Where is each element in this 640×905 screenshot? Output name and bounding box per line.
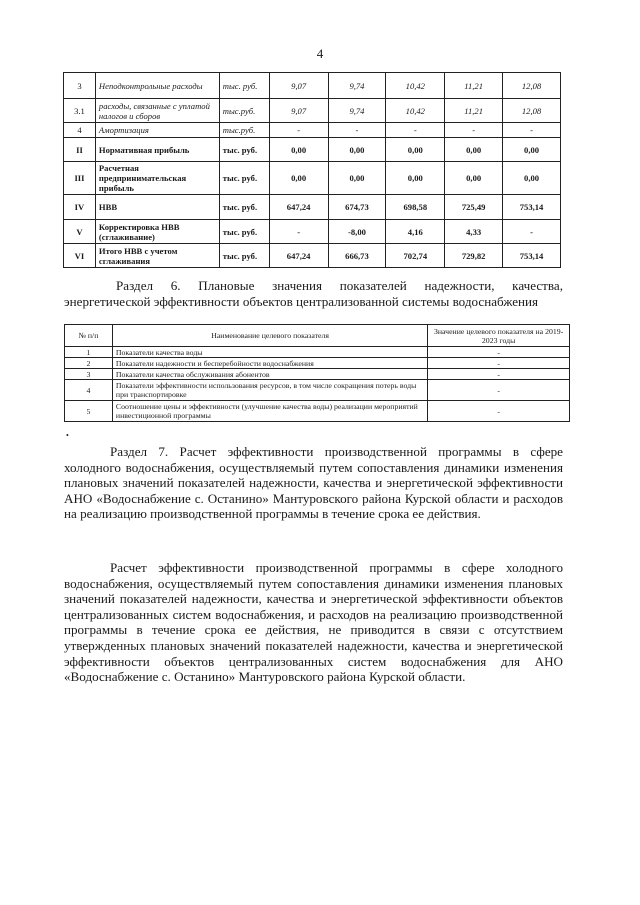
section6-heading: Раздел 6. Плановые значения показателей надежности, качества, энергетической эффективности объектов централизованной системы водоснабжения [64, 278, 563, 309]
row-value: 9,74 [328, 99, 386, 123]
row-number: 3 [64, 73, 96, 99]
table-row [64, 73, 561, 99]
row-value: 666,73 [328, 244, 386, 268]
indicator-name: Показатели надежности и бесперебойности водоснабжения [112, 358, 427, 369]
table-row [65, 369, 570, 380]
row-value: 0,00 [503, 138, 561, 162]
conclusion-paragraph: Расчет эффективности производственной программы в сфере холодного водоснабжения, осуществляемый путем сопоставления динамики изменения плановых значений показателей надежности, качества и энергетической эффективности объектов централизованных систем водоснабжения, и расходов на реализацию производственной программы в течение срока ее действия, не приводится в связи с отсутствием утвержденных плановых значений показателей надежности, качества и энергетической эффективности объектов централизованных систем водоснабжения для АНО «Водоснабжение с. Останино» Мантуровского района Курской области. [64, 560, 563, 685]
row-number: VI [64, 244, 96, 268]
column-header: № п/п [65, 325, 113, 347]
table-row [64, 99, 561, 123]
row-number: 4 [64, 123, 96, 138]
table-row [65, 401, 570, 422]
row-value: 9,07 [269, 73, 328, 99]
row-number: 3 [65, 369, 113, 380]
row-unit: тыс.руб. [219, 99, 269, 123]
row-value: 674,73 [328, 195, 386, 220]
row-unit: тыс. руб. [219, 138, 269, 162]
section7-heading: Раздел 7. Расчет эффективности производственной программы в сфере холодного водоснабжения, осуществляемый путем сопоставления динамики изменения плановых значений показателей надежности, качества и энергетической эффективности АНО «Водоснабжение с. Останино» Мантуровского района Курской области и расходов на реализацию производственной программы в течение срока ее действия. [64, 444, 563, 522]
row-value: 0,00 [503, 162, 561, 195]
row-value: 0,00 [386, 138, 445, 162]
indicator-value: - [428, 380, 570, 401]
column-header: Наименование целевого показателя [112, 325, 427, 347]
row-number: V [64, 220, 96, 244]
column-header: Значение целевого показателя на 2019-2023 годы [428, 325, 570, 347]
row-unit: тыс. руб. [219, 195, 269, 220]
row-value: 9,07 [269, 99, 328, 123]
row-value: -8,00 [328, 220, 386, 244]
table-header-row [65, 325, 570, 347]
finance-table [63, 72, 561, 268]
row-number: 1 [65, 347, 113, 358]
table-row [64, 162, 561, 195]
row-unit: тыс. руб. [219, 220, 269, 244]
row-value: - [269, 123, 328, 138]
row-unit: тыс. руб. [219, 244, 269, 268]
row-value: 0,00 [445, 162, 503, 195]
row-value: 0,00 [328, 138, 386, 162]
table-row [64, 220, 561, 244]
row-value: - [503, 220, 561, 244]
page-number: 4 [316, 46, 324, 61]
row-value: 10,42 [386, 99, 445, 123]
row-value: 729,82 [445, 244, 503, 268]
indicator-value: - [428, 347, 570, 358]
row-value: 4,16 [386, 220, 445, 244]
table-row [64, 138, 561, 162]
row-value: 0,00 [269, 162, 328, 195]
row-number: II [64, 138, 96, 162]
row-number: 5 [65, 401, 113, 422]
row-number: 2 [65, 358, 113, 369]
row-value: 12,08 [503, 99, 561, 123]
row-label: Итого НВВ с учетом сглаживания [95, 244, 219, 268]
row-value: - [503, 123, 561, 138]
row-value: 698,58 [386, 195, 445, 220]
row-value: 0,00 [328, 162, 386, 195]
row-value: - [328, 123, 386, 138]
row-value: 11,21 [445, 99, 503, 123]
table-row [65, 347, 570, 358]
row-value: 12,08 [503, 73, 561, 99]
row-value: 9,74 [328, 73, 386, 99]
row-unit: тыс. руб. [219, 73, 269, 99]
row-value: 0,00 [445, 138, 503, 162]
indicator-name: Показатели качества обслуживания абонентов [112, 369, 427, 380]
table-row [65, 358, 570, 369]
target-indicators-table [64, 324, 570, 422]
row-label: Расчетная предпринимательская прибыль [95, 162, 219, 195]
row-value: 10,42 [386, 73, 445, 99]
row-value: 0,00 [386, 162, 445, 195]
indicator-name: Показатели эффективности использования ресурсов, в том числе сокращения потерь воды при транспортировке [112, 380, 427, 401]
row-label: Корректировка НВВ (сглаживание) [95, 220, 219, 244]
row-value: - [269, 220, 328, 244]
row-value: - [386, 123, 445, 138]
indicator-name: Соотношение цены и эффективности (улучшение качества воды) реализации мероприятий инвестиционной программы [112, 401, 427, 422]
row-value: 753,14 [503, 244, 561, 268]
row-label: Нормативная прибыль [95, 138, 219, 162]
row-unit: тыс.руб. [219, 123, 269, 138]
row-value: 702,74 [386, 244, 445, 268]
row-value: 0,00 [269, 138, 328, 162]
table-row [64, 123, 561, 138]
indicator-value: - [428, 401, 570, 422]
list-marker: • [66, 431, 69, 440]
row-unit: тыс. руб. [219, 162, 269, 195]
row-value: 11,21 [445, 73, 503, 99]
row-value: 753,14 [503, 195, 561, 220]
row-value: 725,49 [445, 195, 503, 220]
row-label: Амортизация [95, 123, 219, 138]
row-value: - [445, 123, 503, 138]
indicator-value: - [428, 369, 570, 380]
table-row [64, 244, 561, 268]
row-label: Неподконтрольные расходы [95, 73, 219, 99]
indicator-name: Показатели качества воды [112, 347, 427, 358]
row-number: 3.1 [64, 99, 96, 123]
row-number: III [64, 162, 96, 195]
row-value: 4,33 [445, 220, 503, 244]
row-label: НВВ [95, 195, 219, 220]
row-number: 4 [65, 380, 113, 401]
table-row [65, 380, 570, 401]
row-value: 647,24 [269, 195, 328, 220]
row-value: 647,24 [269, 244, 328, 268]
indicator-value: - [428, 358, 570, 369]
table-row [64, 195, 561, 220]
row-label: расходы, связанные с уплатой налогов и сборов [95, 99, 219, 123]
row-number: IV [64, 195, 96, 220]
